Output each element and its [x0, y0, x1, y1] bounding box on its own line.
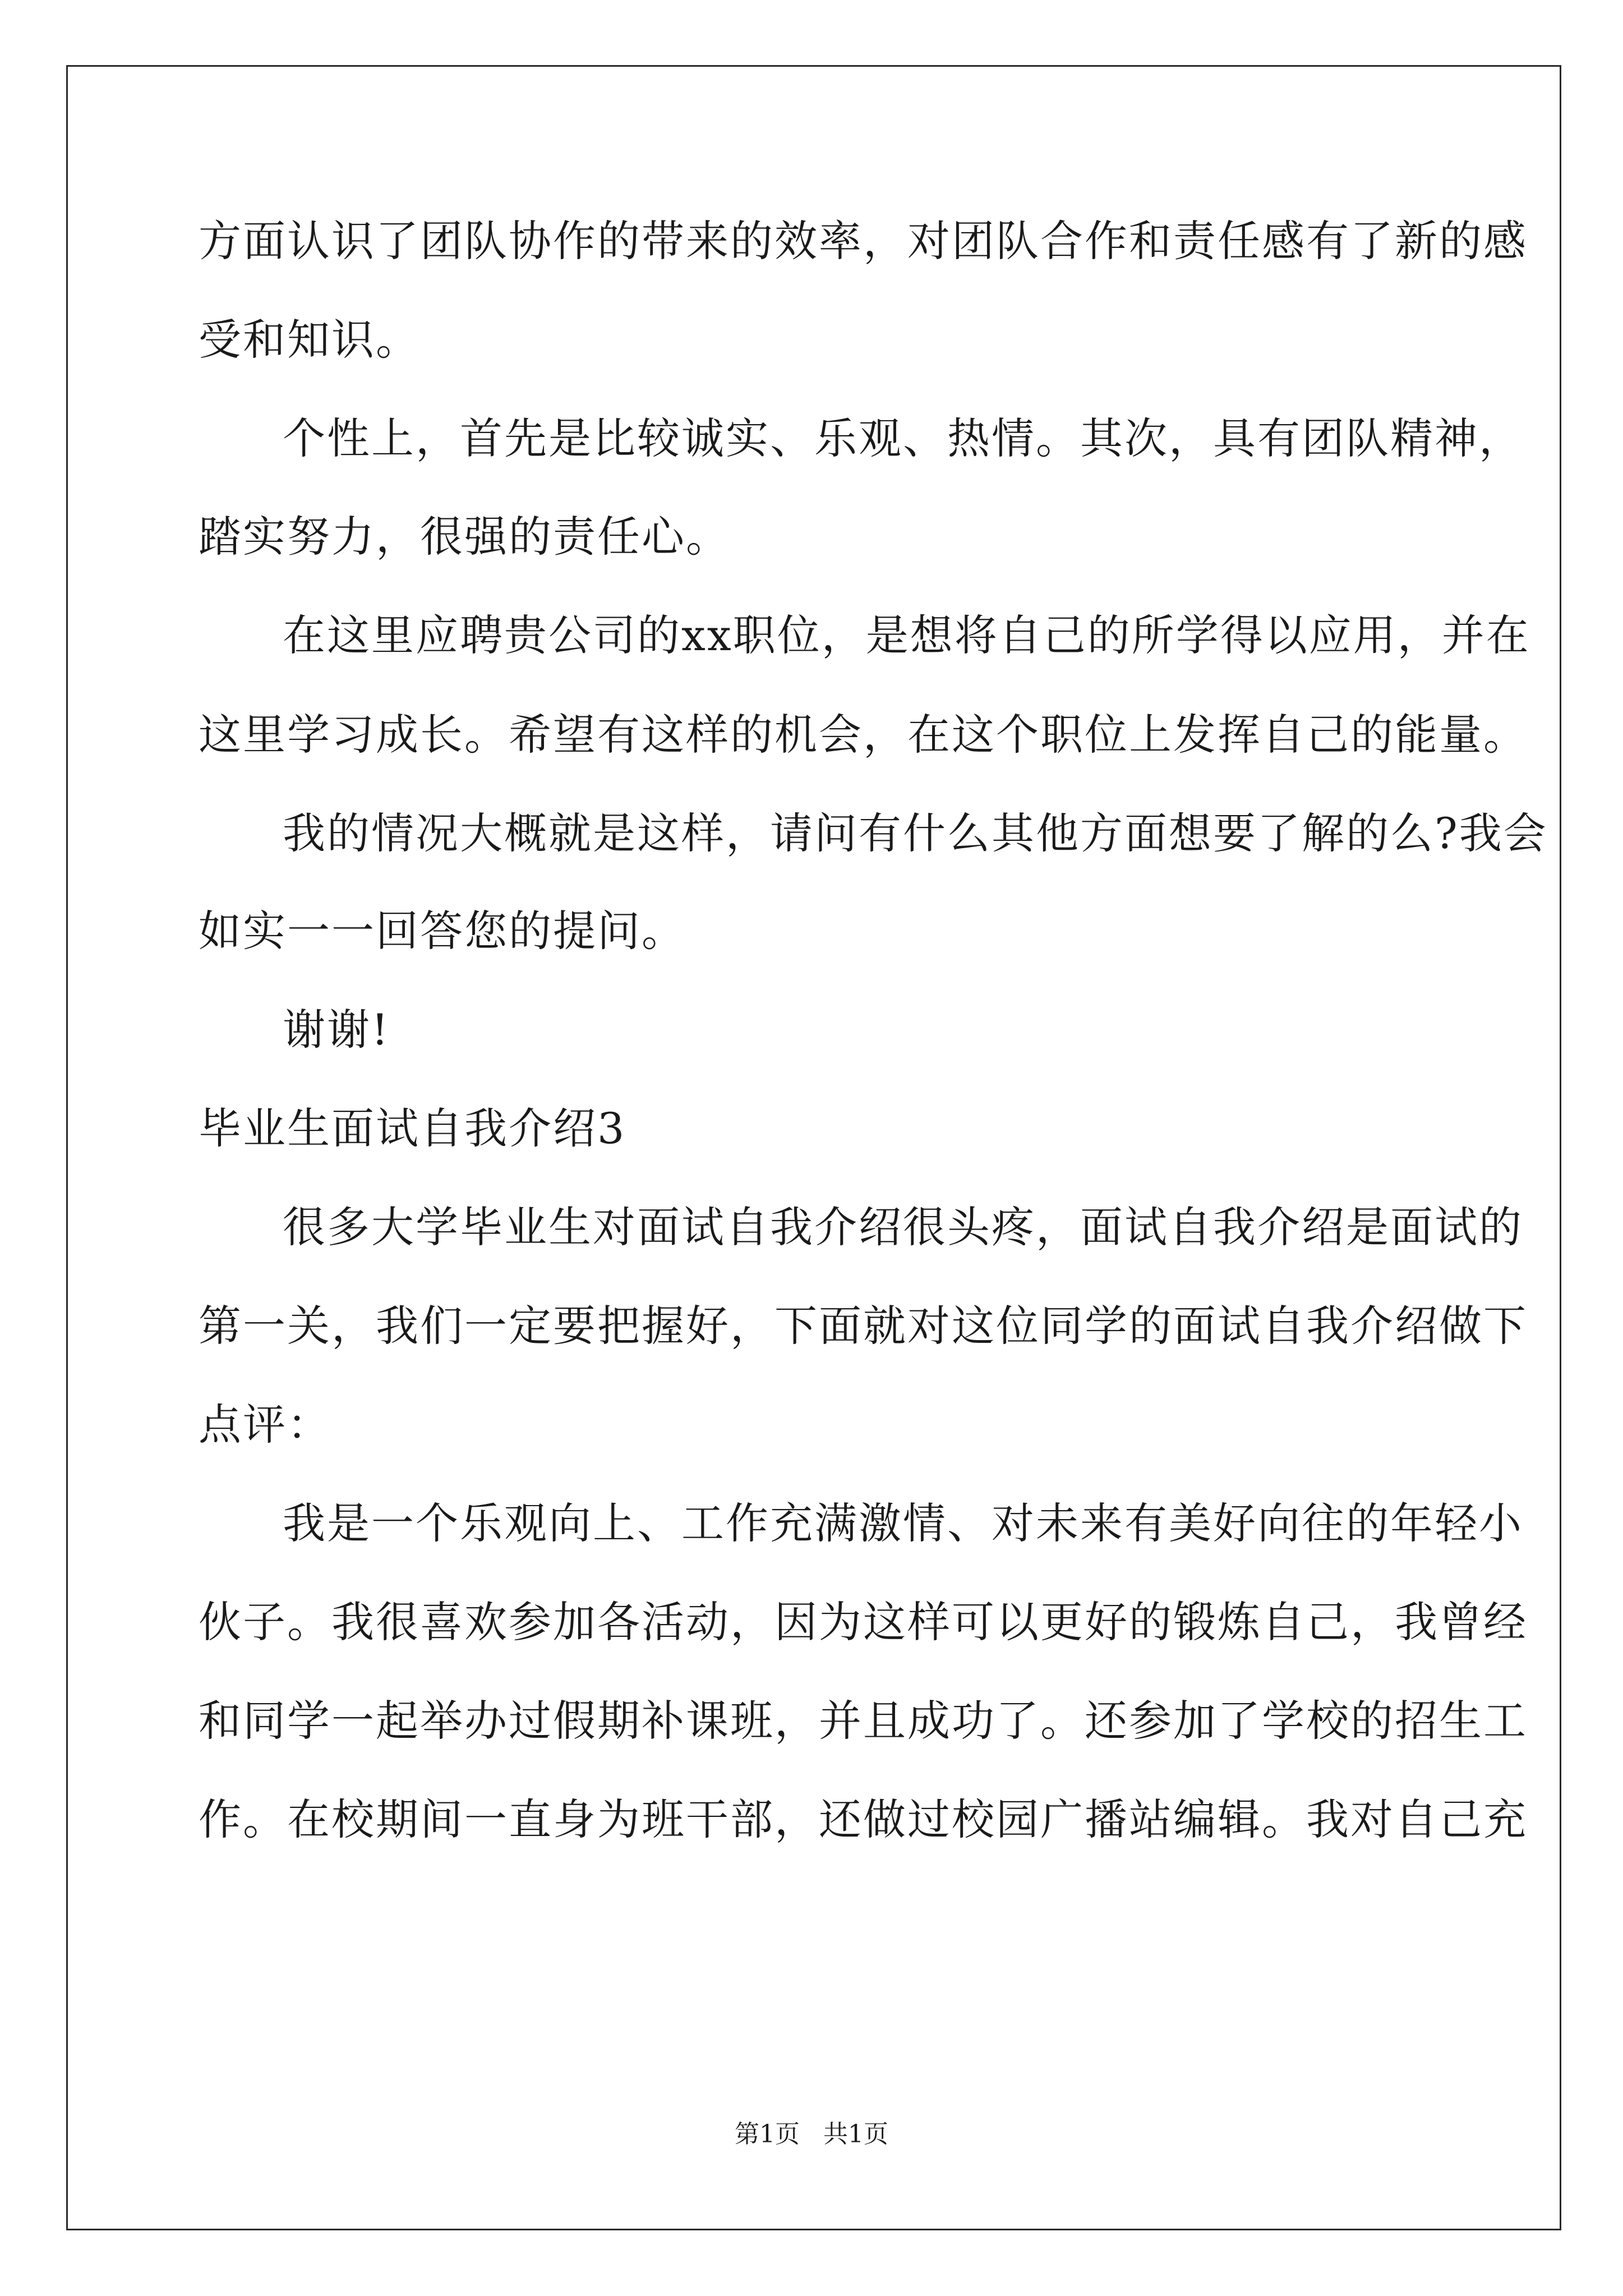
text-line: 受和知识。	[199, 315, 420, 365]
text-line: 踏实努力，很强的责任心。	[199, 512, 730, 562]
text-line: 在这里应聘贵公司的xx职位，是想将自己的所学得以应用，并在	[283, 610, 1530, 660]
section-heading: 毕业生面试自我介绍3	[199, 1103, 626, 1153]
text-line: 个性上，首先是比较诚实、乐观、热情。其次，具有团队精神，	[283, 413, 1523, 463]
page-number: 第1页	[735, 2120, 800, 2148]
text-line: 如实一一回答您的提问。	[199, 906, 686, 956]
text-line: 点评：	[199, 1400, 331, 1450]
text-line: 伙子。我很喜欢参加各活动，因为这样可以更好的锻炼自己，我曾经	[199, 1597, 1528, 1647]
text-line: 我的情况大概就是这样，请问有什么其他方面想要了解的么?我会	[283, 808, 1548, 858]
text-line: 和同学一起举办过假期补课班，并且成功了。还参加了学校的招生工	[199, 1696, 1528, 1746]
text-line: 方面认识了团队协作的带来的效率，对团队合作和责任感有了新的感	[199, 216, 1528, 266]
page-footer	[0, 2118, 1623, 2151]
text-line: 这里学习成长。希望有这样的机会，在这个职位上发挥自己的能量。	[199, 710, 1528, 760]
text-line: 第一关，我们一定要把握好，下面就对这位同学的面试自我介绍做下	[199, 1301, 1528, 1351]
page-total: 共1页	[823, 2120, 888, 2148]
text-line: 作。在校期间一直身为班干部，还做过校园广播站编辑。我对自己充	[199, 1795, 1528, 1844]
text-line: 我是一个乐观向上、工作充满激情、对未来有美好向往的年轻小	[283, 1498, 1523, 1548]
text-line: 很多大学毕业生对面试自我介绍很头疼，面试自我介绍是面试的	[283, 1202, 1523, 1252]
text-line: 谢谢!	[283, 1005, 390, 1055]
